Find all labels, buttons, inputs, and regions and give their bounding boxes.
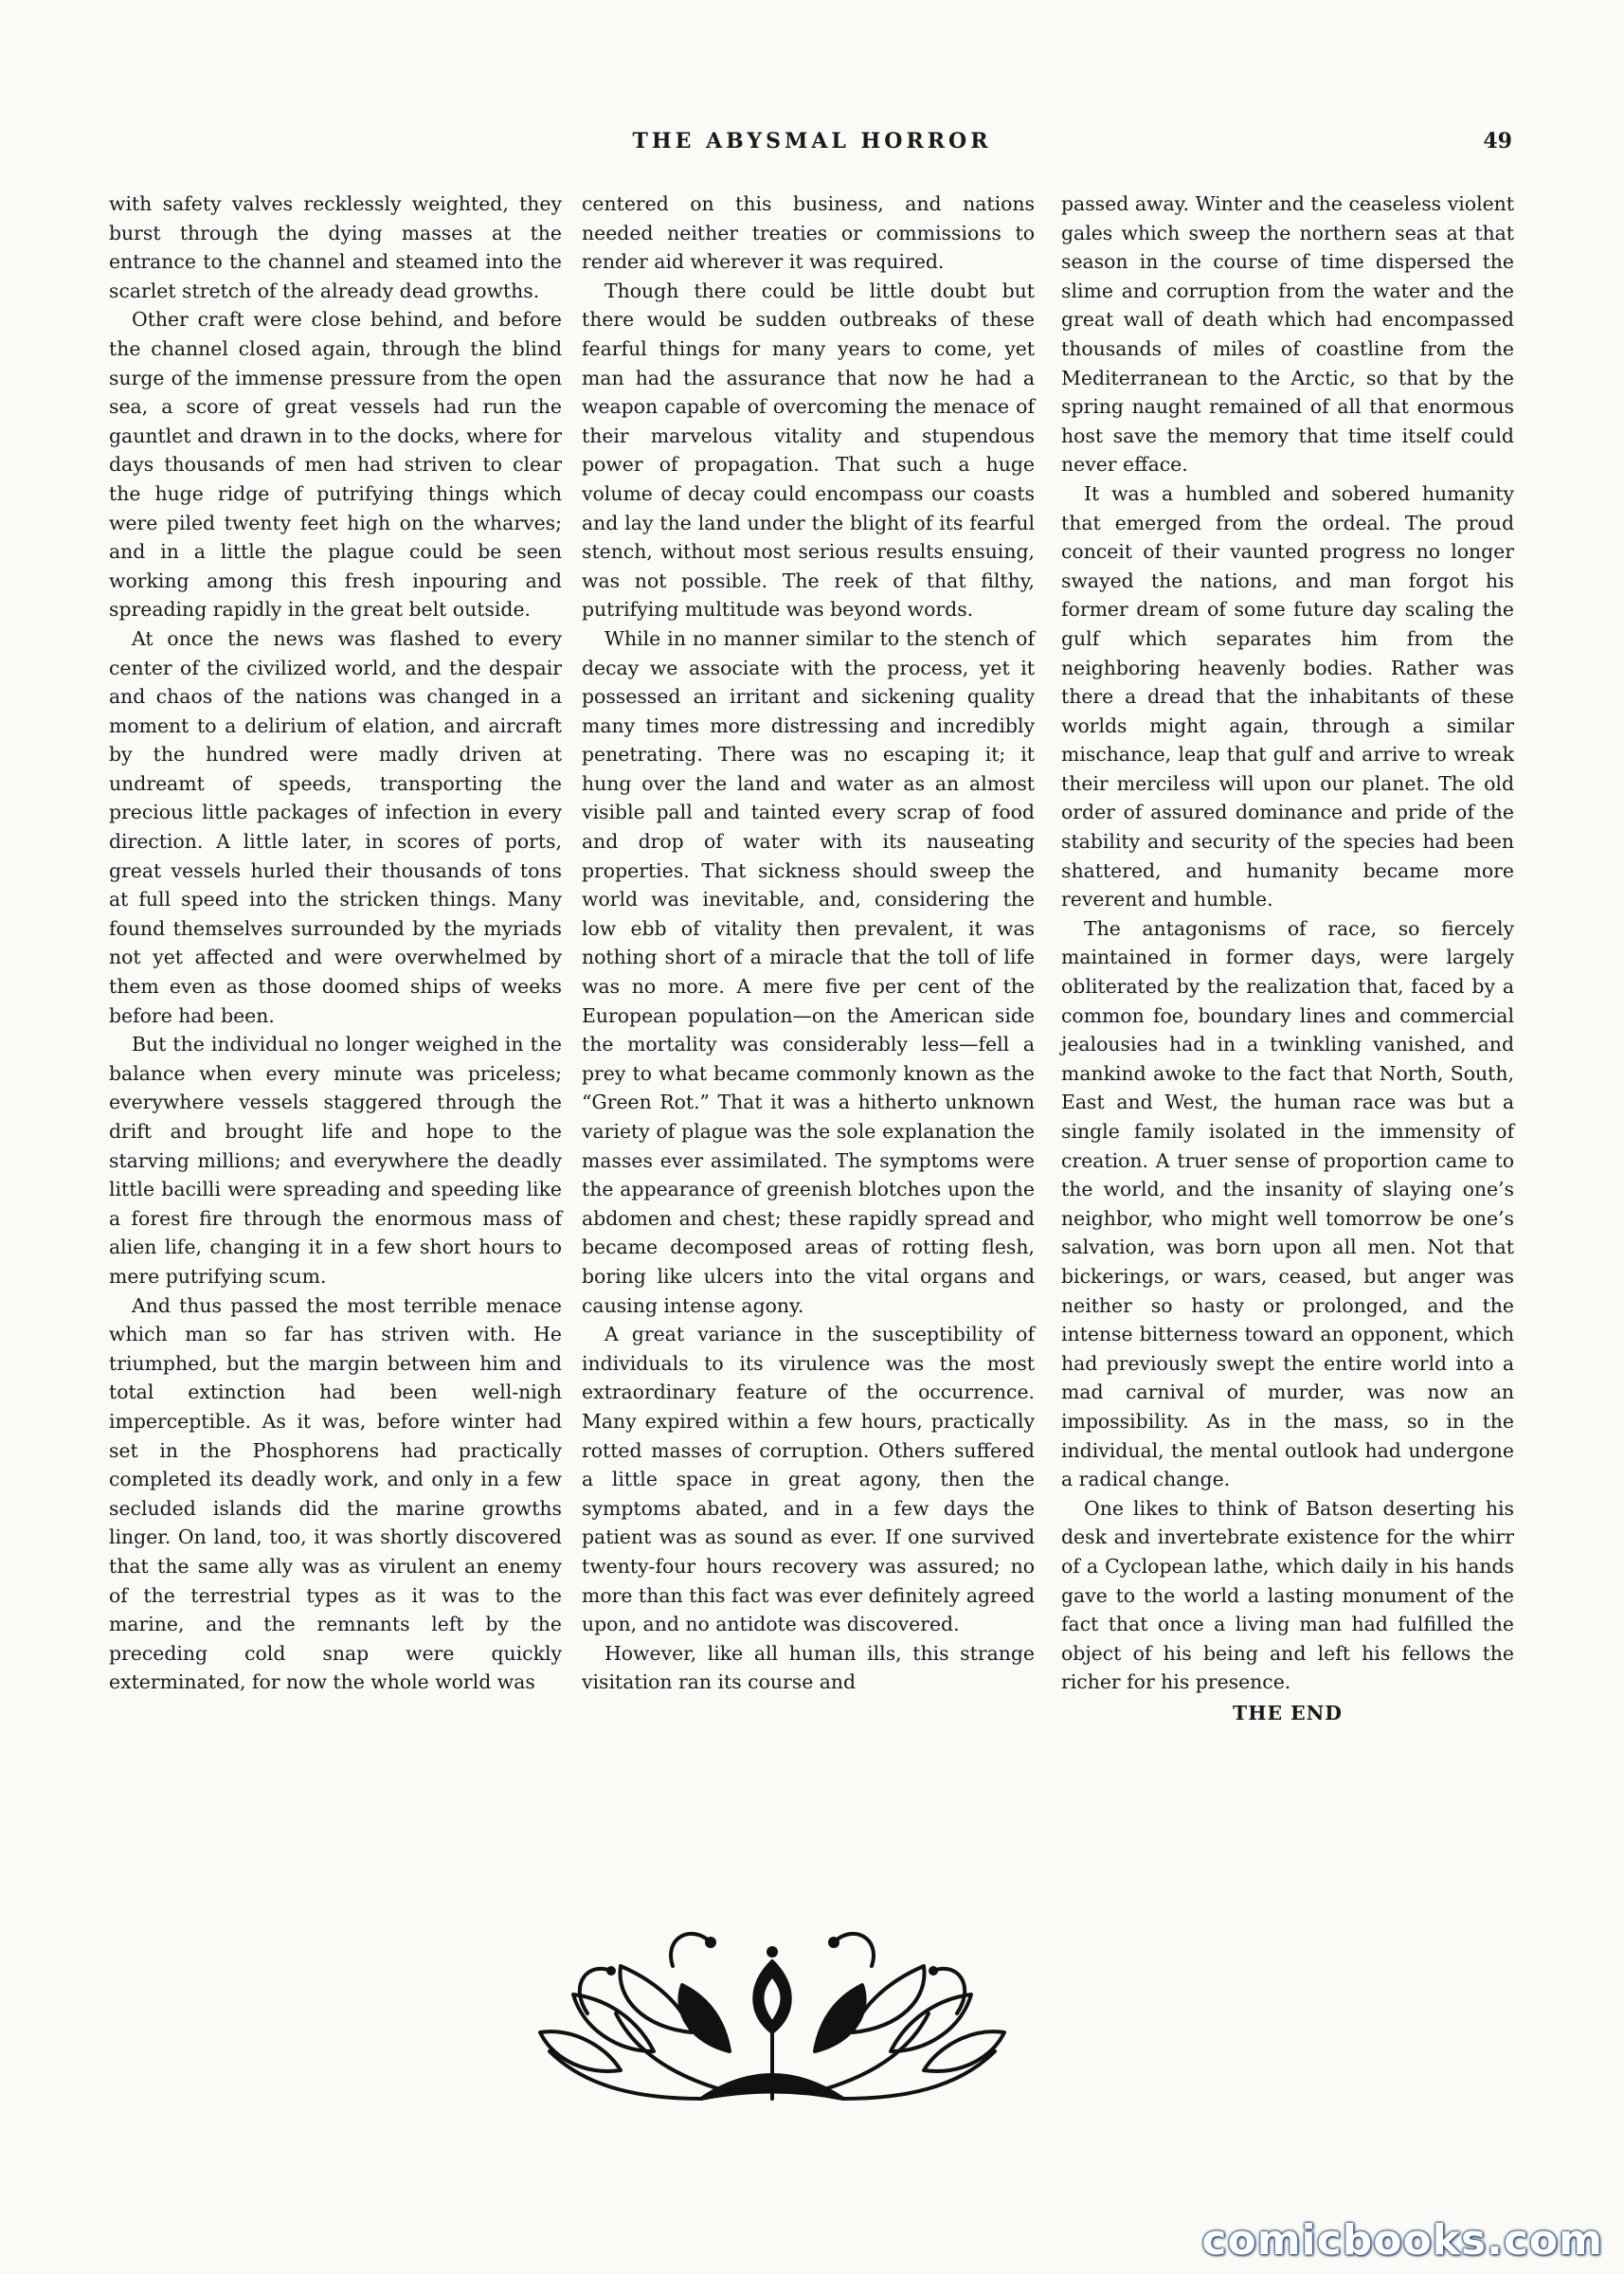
paragraph: And thus passed the most terrible menace which man so far has striven with. He triumphed, but the margin between him and total extinction had been well-nigh imperceptible. As it was, before winter had set in the Phosphorens had practically completed its deadly work, and only in a few secluded islands did the marine growths linger. On land, too, it was shortly discovered that the same ally was as virulent an enemy of the terrestrial types as it was to the marine, and the remnants left by the preceding cold snap were quickly exterminated, for now the whole world was — [109, 1293, 562, 1694]
paragraph: with safety valves recklessly weighted, they burst through the dying masses at the entrance to the channel and steamed into the scarlet stretch of the already dead growths. — [109, 192, 562, 302]
the-end-label: THE END — [1233, 1701, 1343, 1724]
page-header — [0, 125, 1624, 163]
page-number: 49 — [1483, 129, 1512, 153]
paragraph: One likes to think of Batson deserting his desk and invertebrate existence for the whirr of a Cyclopean lathe, which daily in his hands gave to the world a lasting monument of the fact that once a living man had fulfilled the object of his being and left his fellows the richer for his presence. — [1061, 1496, 1514, 1694]
paragraph: It was a humbled and sobered humanity that emerged from the ordeal. The proud conceit of their vaunted progress no longer swayed the nations, and man forgot his former dream of some future day scaling the gulf which separates him from the neighboring heavenly bodies. Rather was there a dread that the inhabitants of these worlds might again, through a similar mischance, leap that gulf and arrive to wreak their merciless will upon our planet. The old order of assured dominance and pride of the stability and security of the species had been shattered, and humanity became more reverent and humble. — [1061, 481, 1514, 911]
paragraph: Other craft were close behind, and before the channel closed again, through the blind surge of the immense pressure from the open sea, a score of great vessels had run the gauntlet and drawn in to the docks, where for days thousands of men had striven to clear the huge ridge of putrifying things which were piled twenty feet high on the wharves; and in a little the plague could be seen working among this fresh inpouring and spreading rapidly in the great belt outside. — [109, 308, 562, 622]
text-column-3 — [1061, 190, 1514, 1727]
paragraph: While in no manner similar to the stench of decay we associate with the process, yet it possessed an irritant and sickening quality many times more distressing and incredibly penetrating. There was no escaping it; it hung over the land and water as an almost visible pall and tainted every scrap of food and drop of water with its nauseating properties. That sickness should sweep the world was inevitable, and, considering the low ebb of vitality then prevalent, it was nothing short of a miracle that the toll of life was no more. A mere five per cent of the European population—on the American side the mortality was considerably less—fell a prey to what became commonly known as the “Green Rot.” That it was a hitherto unknown variety of plague was the sole explanation the masses ever assimilated. The symptoms were the appearance of greenish blotches upon the abdomen and chest; these rapidly spread and became decomposed areas of rotting flesh, boring like ulcers into the vital organs and causing intense agony. — [582, 626, 1035, 1317]
paragraph: A great variance in the susceptibility of individuals to its virulence was the most extraordinary feature of the occurrence. Many expired within a few hours, practically rotted masses of corruption. Others suffered a little space in great agony, then the symptoms abated, and in a few days the patient was as sound as ever. If one survived twenty-four hours recovery was assured; no more than this fact was ever definitely agreed upon, and no antidote was discovered. — [582, 1323, 1035, 1636]
running-head: THE ABYSMAL HORROR — [632, 129, 992, 153]
paragraph: But the individual no longer weighed in the balance when every minute was priceless; everywhere vessels staggered through the drift and brought life and hope to the starving millions; and everywhere the deadly little bacilli were spreading and speeding like a forest fire through the enormous mass of alien life, changing it in a few short hours to mere putrifying scum. — [109, 1033, 562, 1288]
paragraph: However, like all human ills, this strange visitation ran its course and — [582, 1641, 1035, 1694]
text-column-2 — [582, 190, 1035, 1697]
paragraph: centered on this business, and nations needed neither treaties or commissions to render aid wherever it was required. — [582, 192, 1035, 274]
paragraph: Though there could be little doubt but there would be sudden outbreaks of these fearful things for many years to come, yet man had the assurance that now he had a weapon capable of overcoming the menace of their marvelous vitality and stupendous power of propagation. That such a huge volume of decay could encompass our coasts and lay the land under the blight of its fearful stench, without most serious results ensuing, was not possible. The reek of that filthy, putrifying multitude was beyond words. — [582, 279, 1035, 622]
paragraph: The antagonisms of race, so fiercely maintained in former days, were largely obliterated by the realization that, faced by a common foe, boundary lines and commercial jealousies had in a twinkling vanished, and mankind awoke to the fact that North, South, East and West, the human race was but a single family isolated in the immensity of creation. A truer sense of proportion came to the world, and the insanity of slaying one’s neighbor, who might well tomorrow be one’s salvation, was born upon all men. Not that bickerings, or wars, ceased, but anger was neither so hasty or prolonged, and the intense bitterness toward an opponent, which had previously swept the entire world into a mad carnival of murder, was now an impossibility. As in the mass, so in the individual, the mental outlook had undergone a radical change. — [1061, 916, 1514, 1491]
watermark-text: comicbooks.com — [1201, 2216, 1603, 2265]
text-column-1 — [109, 190, 562, 1697]
paragraph: At once the news was flashed to every center of the civilized world, and the despair and chaos of the nations was changed in a moment to a delirium of elation, and aircraft by the hundred were madly driven at undreamt of speeds, transporting the precious little packages of infection in every direction. A little later, in scores of ports, great vessels hurled their thousands of tons at full speed into the stricken things. Many found themselves surrounded by the myriads not yet affected and were overwhelmed by them even as those doomed ships of weeks before had been. — [109, 626, 562, 1027]
watermark — [1167, 2181, 1603, 2265]
floral-ornament-icon — [531, 1909, 1014, 2113]
paragraph: passed away. Winter and the ceaseless violent gales which sweep the northern seas at that season in the course of time dispersed the slime and corruption from the water and the great wall of death which had encompassed thousands of miles of coastline from the Mediterranean to the Arctic, so that by the spring naught remained of all that enormous host save the memory that time itself could never efface. — [1061, 192, 1514, 477]
